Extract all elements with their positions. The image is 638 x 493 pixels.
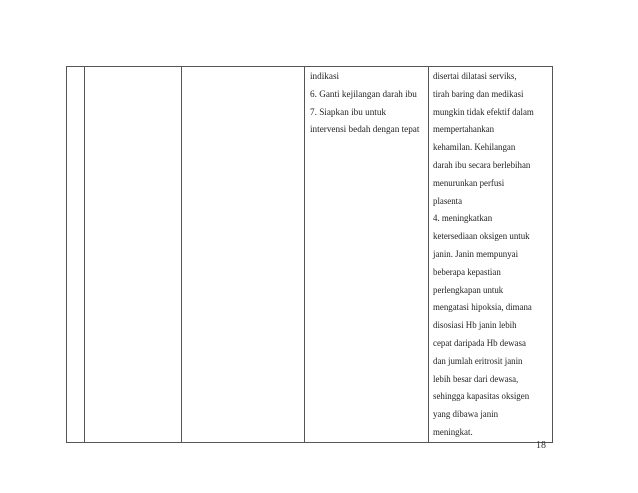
intervention-cell <box>305 67 429 443</box>
rationale-line: disosiasi Hb janin lebih <box>433 320 517 331</box>
rationale-line: 4. meningkatkan <box>433 213 493 224</box>
intervention-line: indikasi <box>310 71 340 81</box>
intervention-line: intervensi bedah dengan tepat <box>310 124 420 135</box>
rationale-line: meningkat. <box>433 426 473 437</box>
goal-cell <box>182 67 305 443</box>
rationale-line: mungkin tidak efektif dalam <box>433 106 534 117</box>
table-row <box>67 67 553 443</box>
rationale-line: mengatasi hipoksia, dimana <box>433 302 532 313</box>
rationale-line: beberapa kepastian <box>433 266 501 277</box>
intervention-line: 7. Siapkan ibu untuk <box>310 106 387 117</box>
rationale-line: dan jumlah eritrosit janin <box>433 355 523 366</box>
page-number: 18 <box>536 440 546 451</box>
rationale-line: cepat daripada Hb dewasa <box>433 337 526 348</box>
rationale-line: disertai dilatasi serviks, <box>433 71 517 81</box>
nursing-care-plan-table <box>66 66 553 443</box>
rationale-cell <box>429 67 553 443</box>
intervention-text <box>305 67 428 139</box>
rationale-line: kehamilan. Kehilangan <box>433 142 516 153</box>
rationale-line: menurunkan perfusi <box>433 177 505 188</box>
number-cell <box>67 67 85 443</box>
rationale-line: mempertahankan <box>433 124 495 135</box>
rationale-line: plasenta <box>433 195 463 206</box>
intervention-line: 6. Ganti kejilangan darah ibu <box>310 88 417 99</box>
rationale-line: yang dibawa janin <box>433 409 499 420</box>
rationale-line: tirah baring dan medikasi <box>433 88 524 99</box>
rationale-text <box>429 67 552 442</box>
rationale-line: perlengkapan untuk <box>433 284 504 295</box>
rationale-line: sehingga kapasitas oksigen <box>433 391 530 402</box>
rationale-line: janin. Janin mempunyai <box>433 248 519 259</box>
rationale-line: darah ibu secara berlebihan <box>433 159 531 170</box>
rationale-line: ketersediaan oksigen untuk <box>433 231 530 242</box>
rationale-line: lebih besar dari dewasa, <box>433 373 519 384</box>
diagnosis-cell <box>85 67 182 443</box>
